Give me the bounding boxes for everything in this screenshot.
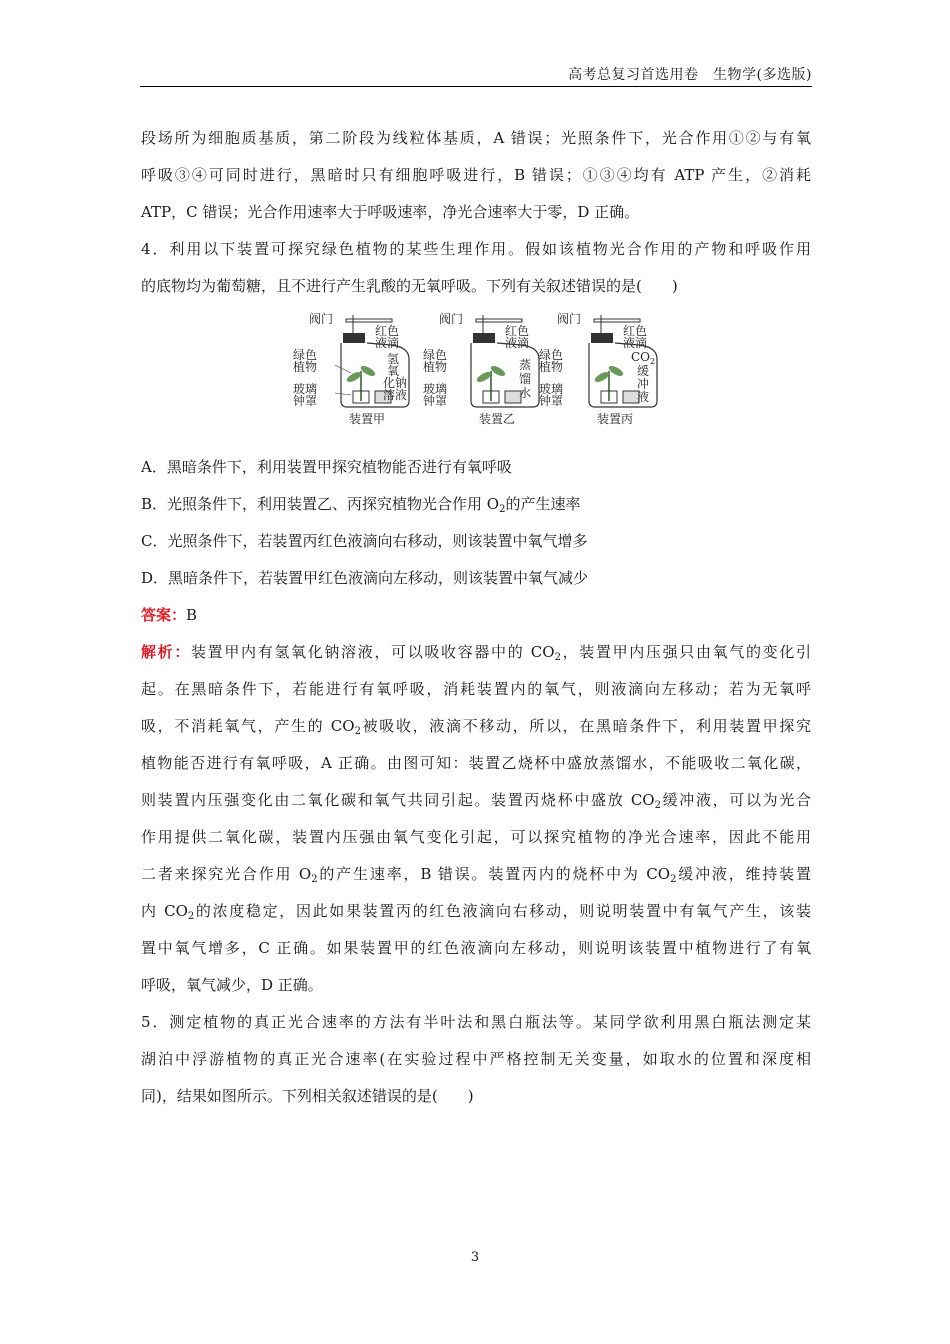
label-red-drop: 液滴 bbox=[623, 336, 648, 350]
label-glass: 钟罩 bbox=[539, 394, 564, 408]
question-5-stem: 同)，结果如图所示。下列相关叙述错误的是( ) bbox=[141, 1087, 474, 1105]
label-valve: 阀门 bbox=[557, 312, 582, 326]
label-co2-buffer: 缓 bbox=[637, 364, 650, 378]
question-4-stem: 4．利用以下装置可探究绿色植物的某些生理作用。假如该植物光合作用的产物和呼吸作用 bbox=[141, 240, 811, 258]
label-device-c: 装置丙 bbox=[597, 412, 634, 426]
analysis-line: 植物能否进行有氧呼吸，A 正确。由图可知：装置乙烧杯中盛放蒸馏水，不能吸收二氧化碳， bbox=[141, 754, 811, 772]
label-plant: 绿色 bbox=[293, 348, 318, 362]
answer bbox=[141, 597, 811, 634]
analysis-line: 则装置内压强变化由二氧化碳和氧气共同引起。装置丙烧杯中盛放 $CO_2$缓冲液，可以为光合 bbox=[141, 791, 811, 811]
label-red-drop: 红色 bbox=[505, 324, 530, 338]
label-red-drop: 红色 bbox=[375, 324, 400, 338]
analysis-line: 置中氧气增多，C 正确。如果装置甲的红色液滴向左移动，则说明该装置中植物进行了有氧 bbox=[141, 939, 811, 957]
answer-value: B bbox=[186, 606, 198, 624]
label-plant: 绿色 bbox=[423, 348, 448, 362]
label-plant: 绿色 bbox=[539, 348, 564, 362]
analysis-line: 解析：装置甲内有氢氧化钠溶液，可以吸收容器中的 $CO_2$，装置甲内压强只由氧气的变化引 bbox=[141, 643, 811, 663]
label-co2-buffer: 液 bbox=[637, 390, 650, 404]
label-co2-buffer: 冲 bbox=[637, 377, 650, 391]
label-glass: 玻璃 bbox=[293, 382, 318, 396]
label-naoh: 溶液 bbox=[383, 388, 408, 402]
label-naoh: 氧 bbox=[387, 364, 400, 378]
label-plant: 植物 bbox=[293, 360, 318, 374]
label-glass: 玻璃 bbox=[423, 382, 448, 396]
text-line: 呼吸③④可同时进行，黑暗时只有细胞呼吸进行，B 错误；①③④均有 ATP 产生，②消耗 bbox=[141, 166, 811, 184]
answer-label: 答案： bbox=[141, 606, 187, 624]
label-co2: $CO_2$ bbox=[631, 350, 656, 366]
header-title: 高考总复习首选用卷 生物学(多选版) bbox=[568, 67, 812, 83]
label-water: 水 bbox=[519, 386, 532, 400]
page-content bbox=[141, 120, 811, 1115]
label-valve: 阀门 bbox=[439, 312, 464, 326]
apparatus-diagram bbox=[291, 311, 661, 435]
label-valve: 阀门 bbox=[309, 312, 334, 326]
analysis-line: 二者来探究光合作用 $O_2$的产生速率，B 错误。装置丙内的烧杯中为 $CO_2$缓冲液，维持装置 bbox=[141, 865, 811, 885]
apparatus-figure bbox=[141, 311, 811, 439]
option-a: A．黑暗条件下，利用装置甲探究植物能否进行有氧呼吸 bbox=[141, 458, 512, 476]
label-device-a: 装置甲 bbox=[349, 412, 386, 426]
label-glass: 玻璃 bbox=[539, 382, 564, 396]
question-5-stem: 湖泊中浮游植物的真正光合速率(在实验过程中严格控制无关变量，如取水的位置和深度相 bbox=[141, 1050, 811, 1068]
label-naoh: 氢 bbox=[387, 352, 400, 366]
analysis-line: 作用提供二氧化碳，装置内压强由氧气变化引起，可以探究植物的净光合速率，因此不能用 bbox=[141, 828, 811, 846]
analysis-line: 内 $CO_2$的浓度稳定，因此如果装置丙的红色液滴向右移动，则说明装置中有氧气产生，该装 bbox=[141, 902, 811, 922]
option-b: B．光照条件下，利用装置乙、丙探究植物光合作用 $O_2$的产生速率 bbox=[141, 495, 581, 515]
analysis-label: 解析： bbox=[141, 643, 192, 661]
option-c: C．光照条件下，若装置丙红色液滴向右移动，则该装置中氧气增多 bbox=[141, 532, 588, 550]
page-number: 3 bbox=[470, 1250, 480, 1265]
page-header bbox=[140, 62, 812, 87]
analysis-line: 起。在黑暗条件下，若能进行有氧呼吸，消耗装置内的氧气，则液滴向左移动；若为无氧呼 bbox=[141, 680, 811, 698]
label-device-b: 装置乙 bbox=[479, 412, 516, 426]
label-red-drop: 液滴 bbox=[505, 336, 530, 350]
label-water: 馏 bbox=[519, 372, 532, 386]
question-5-stem: 5．测定植物的真正光合速率的方法有半叶法和黑白瓶法等。某同学欲利用黑白瓶法测定某 bbox=[141, 1013, 811, 1031]
label-plant: 植物 bbox=[539, 360, 564, 374]
label-red-drop: 液滴 bbox=[375, 336, 400, 350]
text-line: 段场所为细胞质基质，第二阶段为线粒体基质，A 错误；光照条件下，光合作用①②与有氧 bbox=[141, 129, 811, 147]
label-glass: 钟罩 bbox=[293, 394, 318, 408]
option-d: D．黑暗条件下，若装置甲红色液滴向左移动，则该装置中氧气减少 bbox=[141, 569, 589, 587]
label-naoh: 化钠 bbox=[383, 376, 408, 390]
label-glass: 钟罩 bbox=[423, 394, 448, 408]
label-plant: 植物 bbox=[423, 360, 448, 374]
label-red-drop: 红色 bbox=[623, 324, 648, 338]
analysis-line: 呼吸，氧气减少，D 正确。 bbox=[141, 976, 323, 994]
text-line: ATP，C 错误；光合作用速率大于呼吸速率，净光合速率大于零，D 正确。 bbox=[141, 203, 640, 221]
analysis-line: 吸，不消耗氧气，产生的 $CO_2$被吸收，液滴不移动，所以，在黑暗条件下，利用装置甲探究 bbox=[141, 717, 811, 737]
label-water: 蒸 bbox=[519, 358, 532, 372]
question-4-stem: 的底物均为葡萄糖，且不进行产生乳酸的无氧呼吸。下列有关叙述错误的是( ) bbox=[141, 277, 678, 295]
